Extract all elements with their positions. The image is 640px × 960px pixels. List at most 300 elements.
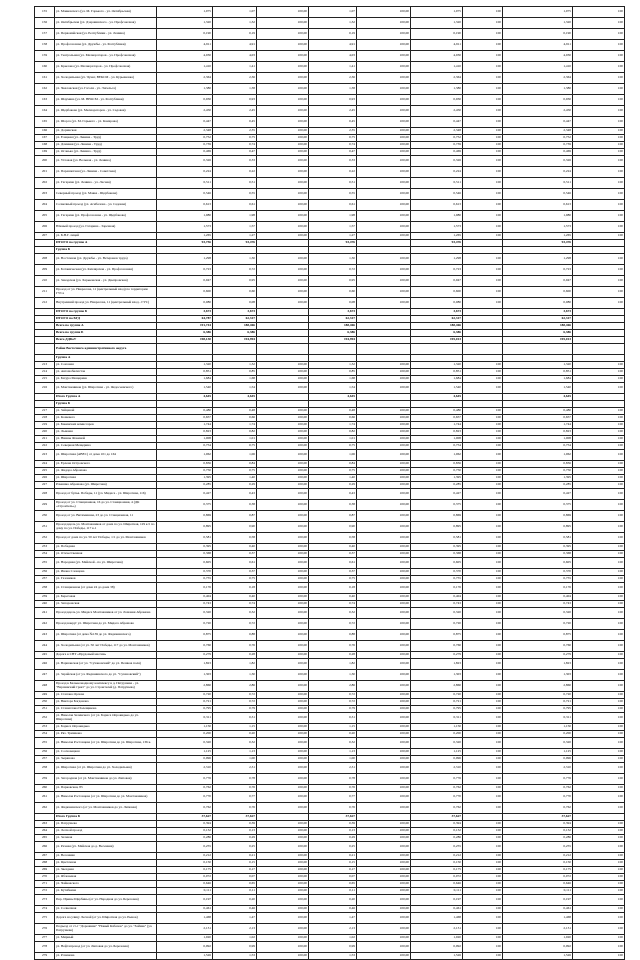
- length-maintained-cell: 1,395: [503, 475, 573, 482]
- percent-maintained-cell: 100: [573, 95, 625, 106]
- percent-normative-cell: 100: [463, 211, 503, 222]
- length-registered-cell: 1,00: [309, 756, 357, 763]
- length-maintained-cell: 0,279: [503, 652, 573, 659]
- length-balance-cell: 0,20: [213, 895, 257, 906]
- percent-normative-cell: [463, 355, 503, 362]
- table-row: [35, 344, 625, 355]
- percent-maintained-cell: 100: [573, 860, 625, 867]
- length-total-cell: 64,787: [157, 316, 213, 323]
- percent-normative-cell: 100: [463, 774, 503, 785]
- percent-maintained-cell: 100: [573, 835, 625, 842]
- length-balance-cell: 3,673: [213, 309, 257, 316]
- length-balance-cell: 1,06: [213, 450, 257, 461]
- percent-balance-cell: 100,00: [257, 953, 309, 960]
- length-total-cell: 0,605: [157, 558, 213, 569]
- length-registered-cell: 0,88: [309, 630, 357, 641]
- percent-registered-cell: [357, 247, 411, 254]
- length-normative-cell: 0,600: [411, 287, 463, 298]
- table-row: [35, 254, 625, 265]
- percent-maintained-cell: 100: [573, 415, 625, 422]
- road-name-cell: Внутренний проезд ул. Некрасова, 11 (центральный вход - ГУС): [55, 298, 157, 309]
- length-registered-cell: 1,30: [309, 670, 357, 681]
- length-balance-cell: 0,37: [213, 569, 257, 576]
- percent-maintained-cell: 100: [573, 924, 625, 935]
- row-number-cell: 233: [35, 544, 55, 551]
- road-name-cell: ул. Николая Ростовцева (от ул. Широтная до ул. Широтная, 136 к.: [55, 738, 157, 749]
- length-normative-cell: 0,132: [411, 828, 463, 835]
- table-row: [35, 330, 625, 337]
- percent-balance-cell: 100,00: [257, 583, 309, 594]
- row-number-cell: 168: [35, 142, 55, 149]
- length-balance-cell: 1,13: [213, 749, 257, 756]
- length-registered-cell: 0,37: [309, 551, 357, 558]
- percent-registered-cell: [357, 401, 411, 408]
- table-row: [35, 482, 625, 489]
- table-row: [35, 142, 625, 149]
- length-balance-cell: [213, 247, 257, 254]
- length-total-cell: 0,326: [157, 156, 213, 167]
- length-total-cell: 1,303: [157, 670, 213, 681]
- length-balance-cell: 1,02: [213, 935, 257, 942]
- percent-normative-cell: 100: [463, 874, 503, 881]
- length-balance-cell: 0,75: [213, 443, 257, 450]
- percent-normative-cell: 100: [463, 601, 503, 608]
- length-total-cell: 0,469: [157, 149, 213, 156]
- length-normative-cell: 0,080: [411, 298, 463, 309]
- length-total-cell: 93,756: [157, 240, 213, 247]
- length-maintained-cell: 0,657: [503, 415, 573, 422]
- length-total-cell: 0,546: [157, 189, 213, 200]
- length-total-cell: 1,526: [157, 953, 213, 960]
- table-row: [35, 594, 625, 601]
- percent-normative-cell: 100: [463, 924, 503, 935]
- length-balance-cell: 0,47: [213, 149, 257, 156]
- percent-registered-cell: 100,00: [357, 874, 411, 881]
- length-maintained-cell: 0,992: [503, 942, 573, 953]
- length-maintained-cell: 0,395: [503, 544, 573, 551]
- length-registered-cell: 0,29: [309, 835, 357, 842]
- row-number-cell: 260: [35, 785, 55, 792]
- length-normative-cell: 1,823: [411, 659, 463, 670]
- percent-balance-cell: 100,00: [257, 881, 309, 888]
- table-row: [35, 724, 625, 731]
- percent-maintained-cell: [573, 323, 625, 330]
- percent-balance-cell: 100,00: [257, 713, 309, 724]
- length-total-cell: 1,075: [157, 7, 213, 18]
- length-maintained-cell: 0,320: [503, 608, 573, 619]
- road-name-cell: Проезд от ул. Некрасова, 11 (центральный вход) по территории ГУСа: [55, 287, 157, 298]
- length-registered-cell: 0,61: [309, 558, 357, 569]
- row-number-cell: 159: [35, 51, 55, 62]
- length-balance-cell: 1,01: [213, 436, 257, 443]
- length-normative-cell: 0,224: [411, 167, 463, 178]
- percent-balance-cell: 100,00: [257, 142, 309, 149]
- length-total-cell: 0,754: [157, 443, 213, 450]
- length-balance-cell: 0,90: [213, 522, 257, 533]
- percent-registered-cell: 100,00: [357, 888, 411, 895]
- percent-balance-cell: 100,00: [257, 630, 309, 641]
- percent-normative-cell: 100: [463, 842, 503, 853]
- road-name-cell: Всего по группе Б: [55, 330, 157, 337]
- percent-registered-cell: 100,00: [357, 659, 411, 670]
- percent-maintained-cell: 100: [573, 670, 625, 681]
- row-number-cell: 226: [35, 475, 55, 482]
- row-number-cell: 205: [35, 211, 55, 222]
- row-number-cell: 256: [35, 749, 55, 756]
- percent-registered-cell: 100,00: [357, 924, 411, 935]
- percent-registered-cell: 100,00: [357, 835, 411, 842]
- percent-balance-cell: 100,00: [257, 619, 309, 630]
- length-maintained-cell: 1,150: [503, 724, 573, 731]
- road-name-cell: ул. Победная: [55, 544, 157, 551]
- length-normative-cell: 1,265: [411, 233, 463, 240]
- percent-normative-cell: 100: [463, 785, 503, 792]
- percent-balance-cell: 100,00: [257, 867, 309, 874]
- percent-registered-cell: 100,00: [357, 222, 411, 233]
- length-total-cell: 1,125: [157, 749, 213, 756]
- row-number-cell: [35, 330, 55, 337]
- percent-registered-cell: 100,00: [357, 652, 411, 659]
- table-row: [35, 222, 625, 233]
- length-normative-cell: 0,394: [411, 821, 463, 828]
- percent-balance-cell: 100,00: [257, 608, 309, 619]
- length-normative-cell: [411, 247, 463, 254]
- row-number-cell: [35, 814, 55, 821]
- length-balance-cell: 1,32: [213, 18, 257, 29]
- percent-registered-cell: 100,00: [357, 533, 411, 544]
- length-maintained-cell: 4,645: [503, 394, 573, 401]
- length-registered-cell: 1,68: [309, 376, 357, 383]
- table-row: [35, 888, 625, 895]
- road-name-cell: ул. Ботаническая (ул. Кизлярская - ул. Профсоюзная): [55, 265, 157, 276]
- length-registered-cell: 1,47: [309, 913, 357, 924]
- percent-registered-cell: 100,00: [357, 576, 411, 583]
- length-maintained-cell: 0,072: [503, 874, 573, 881]
- length-maintained-cell: 2,450: [503, 106, 573, 117]
- row-number-cell: 203: [35, 189, 55, 200]
- percent-registered-cell: 100,00: [357, 276, 411, 287]
- percent-balance-cell: [257, 330, 309, 337]
- percent-normative-cell: 100: [463, 276, 503, 287]
- percent-balance-cell: 100,00: [257, 763, 309, 774]
- length-normative-cell: 0,279: [411, 652, 463, 659]
- length-balance-cell: 0,93: [213, 95, 257, 106]
- percent-balance-cell: 100,00: [257, 233, 309, 240]
- percent-maintained-cell: 100: [573, 468, 625, 475]
- length-balance-cell: 0,07: [213, 874, 257, 881]
- road-name-cell: ул. Степана Орлова: [55, 692, 157, 699]
- row-number-cell: 275: [35, 913, 55, 924]
- percent-registered-cell: 100,00: [357, 482, 411, 489]
- percent-registered-cell: 100,00: [357, 860, 411, 867]
- row-number-cell: 165: [35, 117, 55, 128]
- table-row: [35, 756, 625, 763]
- percent-balance-cell: 100,00: [257, 942, 309, 953]
- percent-normative-cell: 100: [463, 189, 503, 200]
- percent-balance-cell: 100,00: [257, 659, 309, 670]
- road-name-cell: ул. Ивана Словцова: [55, 569, 157, 576]
- length-normative-cell: 2,860: [411, 681, 463, 692]
- percent-normative-cell: 100: [463, 828, 503, 835]
- length-balance-cell: 0,48: [213, 408, 257, 415]
- percent-balance-cell: 100,00: [257, 670, 309, 681]
- length-normative-cell: 2,310: [411, 763, 463, 774]
- road-name-cell: ул. Батура Мещерина: [55, 376, 157, 383]
- length-total-cell: 2,348: [157, 128, 213, 135]
- length-balance-cell: 0,20: [213, 731, 257, 738]
- length-maintained-cell: 1,573: [503, 222, 573, 233]
- length-total-cell: 0,770: [157, 792, 213, 803]
- length-balance-cell: 0,28: [213, 652, 257, 659]
- length-normative-cell: 1,980: [411, 211, 463, 222]
- percent-normative-cell: 100: [463, 29, 503, 40]
- length-normative-cell: 0,743: [411, 601, 463, 608]
- length-normative-cell: 6,386: [411, 330, 463, 337]
- length-balance-cell: 0,13: [213, 828, 257, 835]
- length-registered-cell: 1,02: [309, 935, 357, 942]
- road-name-cell: ул. Доринская: [55, 128, 157, 135]
- length-maintained-cell: 0,600: [503, 287, 573, 298]
- length-maintained-cell: [503, 355, 573, 362]
- length-registered-cell: 0,22: [309, 167, 357, 178]
- table-row: [35, 429, 625, 436]
- length-total-cell: 0,132: [157, 828, 213, 835]
- percent-registered-cell: 100,00: [357, 287, 411, 298]
- length-normative-cell: 0,760: [411, 641, 463, 652]
- percent-balance-cell: 100,00: [257, 443, 309, 450]
- length-registered-cell: 0,46: [309, 906, 357, 913]
- length-balance-cell: 93,476: [213, 240, 257, 247]
- row-number-cell: 263: [35, 821, 55, 828]
- percent-normative-cell: 100: [463, 222, 503, 233]
- table-row: [35, 906, 625, 913]
- row-number-cell: 219: [35, 422, 55, 429]
- percent-registered-cell: 100,00: [357, 895, 411, 906]
- percent-normative-cell: 100: [463, 867, 503, 874]
- percent-balance-cell: 100,00: [257, 156, 309, 167]
- row-number-cell: 228: [35, 489, 55, 500]
- percent-balance-cell: [257, 814, 309, 821]
- length-maintained-cell: 4,030: [503, 51, 573, 62]
- row-number-cell: [35, 309, 55, 316]
- length-registered-cell: 2,45: [309, 106, 357, 117]
- road-name-cell: ул. Мирный: [55, 935, 157, 942]
- length-balance-cell: 0,33: [213, 156, 257, 167]
- percent-balance-cell: 100,00: [257, 842, 309, 853]
- percent-balance-cell: 100,00: [257, 699, 309, 706]
- percent-normative-cell: 100: [463, 522, 503, 533]
- road-name-cell: ул. Газовиков: [55, 576, 157, 583]
- length-total-cell: 1,020: [157, 935, 213, 942]
- length-total-cell: 0,996: [157, 756, 213, 763]
- table-row: [35, 475, 625, 482]
- percent-balance-cell: [257, 401, 309, 408]
- length-registered-cell: 3,673: [309, 309, 357, 316]
- length-total-cell: 0,947: [157, 276, 213, 287]
- percent-registered-cell: 100,00: [357, 692, 411, 699]
- table-row: [35, 408, 625, 415]
- length-maintained-cell: 0,752: [503, 135, 573, 142]
- table-row: [35, 178, 625, 189]
- percent-balance-cell: 100,00: [257, 422, 309, 429]
- table-row: [35, 738, 625, 749]
- length-registered-cell: 1,82: [309, 659, 357, 670]
- percent-balance-cell: 100,00: [257, 7, 309, 18]
- length-normative-cell: 0,762: [411, 803, 463, 814]
- length-registered-cell: 0,29: [309, 482, 357, 489]
- road-name-cell: ул. Ниины Фокиной: [55, 436, 157, 443]
- table-row: [35, 731, 625, 738]
- percent-normative-cell: 100: [463, 422, 503, 429]
- length-maintained-cell: 6,386: [503, 330, 573, 337]
- length-maintained-cell: 1,380: [503, 84, 573, 95]
- length-normative-cell: 0,721: [411, 699, 463, 706]
- road-name-cell: ул. Виктора Богданова: [55, 699, 157, 706]
- table-body: [35, 7, 625, 960]
- percent-registered-cell: 100,00: [357, 803, 411, 814]
- length-balance-cell: 0,11: [213, 888, 257, 895]
- percent-balance-cell: 100,00: [257, 924, 309, 935]
- percent-registered-cell: 100,00: [357, 40, 411, 51]
- row-number-cell: 225: [35, 468, 55, 475]
- road-name-cell: Проезд к Бальнеоводному комплексу в д. Патрушева - ул. "Варшавский тракт" до ул. Строителей (д. Патрушева): [55, 681, 157, 692]
- length-total-cell: 1,062: [157, 450, 213, 461]
- road-name-cell: Итого Группа Б: [55, 814, 157, 821]
- length-balance-cell: 188,466: [213, 323, 257, 330]
- table-row: [35, 323, 625, 330]
- length-maintained-cell: 1,062: [503, 450, 573, 461]
- percent-registered-cell: 100,00: [357, 594, 411, 601]
- row-number-cell: 249: [35, 692, 55, 699]
- table-row: [35, 29, 625, 40]
- percent-normative-cell: 100: [463, 738, 503, 749]
- percent-normative-cell: 100: [463, 265, 503, 276]
- percent-balance-cell: 100,00: [257, 724, 309, 731]
- road-name-cell: ул. Широтная: [55, 475, 157, 482]
- length-total-cell: 0,320: [157, 738, 213, 749]
- percent-registered-cell: 100,00: [357, 362, 411, 369]
- length-normative-cell: 0,480: [411, 408, 463, 415]
- length-balance-cell: 1,32: [213, 362, 257, 369]
- length-balance-cell: 2,86: [213, 681, 257, 692]
- road-name-cell: ул. Отечественная: [55, 551, 157, 558]
- length-normative-cell: [411, 401, 463, 408]
- length-registered-cell: 62,317: [309, 316, 357, 323]
- length-total-cell: 0,111: [157, 888, 213, 895]
- percent-balance-cell: 100,00: [257, 276, 309, 287]
- length-total-cell: 0,447: [157, 117, 213, 128]
- length-maintained-cell: 0,375: [503, 500, 573, 511]
- percent-balance-cell: 100,00: [257, 533, 309, 544]
- length-balance-cell: 0,95: [213, 276, 257, 287]
- table-row: [35, 135, 625, 142]
- length-registered-cell: 0,20: [309, 731, 357, 738]
- percent-normative-cell: 100: [463, 699, 503, 706]
- table-row: [35, 73, 625, 84]
- length-registered-cell: 0,37: [309, 569, 357, 576]
- length-maintained-cell: 0,723: [503, 265, 573, 276]
- table-row: [35, 842, 625, 853]
- percent-balance-cell: 100,00: [257, 906, 309, 913]
- table-row: [35, 814, 625, 821]
- table-row: [35, 383, 625, 394]
- length-total-cell: 1,684: [157, 376, 213, 383]
- length-registered-cell: 1,27: [309, 233, 357, 240]
- length-normative-cell: 0,776: [411, 774, 463, 785]
- length-normative-cell: 1,380: [411, 84, 463, 95]
- percent-maintained-cell: 100: [573, 500, 625, 511]
- length-balance-cell: 4,03: [213, 51, 257, 62]
- row-number-cell: 206: [35, 222, 55, 233]
- length-maintained-cell: 0,795: [503, 706, 573, 713]
- length-normative-cell: 0,947: [411, 276, 463, 287]
- length-total-cell: 0,286: [157, 835, 213, 842]
- length-maintained-cell: 1,020: [503, 935, 573, 942]
- length-registered-cell: 0,43: [309, 489, 357, 500]
- percent-normative-cell: 100: [463, 149, 503, 156]
- percent-normative-cell: 100: [463, 659, 503, 670]
- percent-normative-cell: 100: [463, 835, 503, 842]
- table-row: [35, 51, 625, 62]
- length-balance-cell: 0,74: [213, 142, 257, 149]
- percent-normative-cell: 100: [463, 853, 503, 860]
- length-maintained-cell: 1,468: [503, 913, 573, 924]
- length-total-cell: 0,600: [157, 287, 213, 298]
- percent-balance-cell: 100,00: [257, 189, 309, 200]
- length-registered-cell: 0,72: [309, 699, 357, 706]
- length-maintained-cell: 1,320: [503, 362, 573, 369]
- length-registered-cell: 1,74: [309, 422, 357, 429]
- length-registered-cell: [309, 355, 357, 362]
- length-total-cell: 1,540: [157, 383, 213, 394]
- percent-maintained-cell: 100: [573, 558, 625, 569]
- length-normative-cell: 0,461: [411, 906, 463, 913]
- percent-balance-cell: 100,00: [257, 828, 309, 835]
- table-row: [35, 803, 625, 814]
- percent-normative-cell: 100: [463, 18, 503, 29]
- table-row: [35, 84, 625, 95]
- length-total-cell: 0,072: [157, 874, 213, 881]
- row-number-cell: [35, 337, 55, 344]
- length-normative-cell: 1,468: [411, 913, 463, 924]
- percent-registered-cell: 100,00: [357, 724, 411, 731]
- percent-normative-cell: 100: [463, 583, 503, 594]
- percent-registered-cell: 100,00: [357, 18, 411, 29]
- length-maintained-cell: 1,303: [503, 670, 573, 681]
- percent-registered-cell: 100,00: [357, 881, 411, 888]
- percent-normative-cell: 100: [463, 142, 503, 149]
- length-registered-cell: 0,15: [309, 860, 357, 867]
- percent-balance-cell: 100,00: [257, 706, 309, 713]
- length-normative-cell: 1,125: [411, 749, 463, 756]
- row-number-cell: 242: [35, 619, 55, 630]
- percent-normative-cell: 100: [463, 569, 503, 576]
- length-registered-cell: 0,58: [309, 533, 357, 544]
- length-normative-cell: 2,364: [411, 73, 463, 84]
- road-name-cell: Проезд от ул. Станционная, 16 до ул. Станционная, 4 (ДК «Строитель»): [55, 500, 157, 511]
- percent-registered-cell: 100,00: [357, 583, 411, 594]
- percent-normative-cell: 100: [463, 7, 503, 18]
- length-registered-cell: 0,40: [309, 594, 357, 601]
- road-name-cell: ул. Шорса (ул. М. Горького - ул. Комарова): [55, 117, 157, 128]
- length-normative-cell: 0,646: [411, 881, 463, 888]
- length-balance-cell: 1,30: [213, 670, 257, 681]
- percent-registered-cell: 100,00: [357, 211, 411, 222]
- percent-maintained-cell: 100: [573, 749, 625, 756]
- length-normative-cell: 0,311: [411, 713, 463, 724]
- length-total-cell: 3,673: [157, 309, 213, 316]
- length-balance-cell: 0,51: [213, 178, 257, 189]
